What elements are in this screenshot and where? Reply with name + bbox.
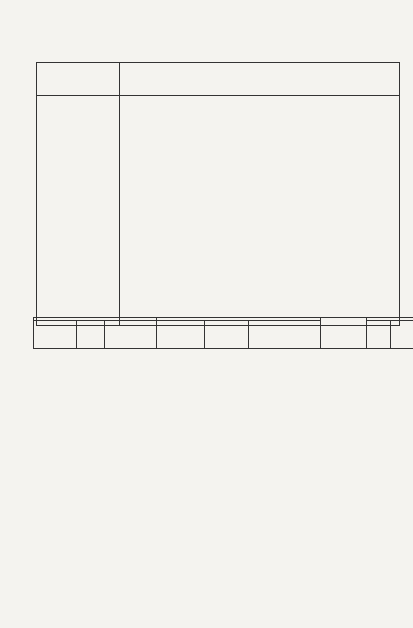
table5-header-points2 <box>249 321 321 349</box>
table4-cell-desc <box>120 202 400 213</box>
table4-cell-code <box>37 236 120 247</box>
table5-header-contact1 <box>34 321 77 349</box>
table4-cell-desc <box>120 236 400 247</box>
table4-row <box>37 303 400 314</box>
table4-cell-desc <box>120 303 400 314</box>
table4-row <box>37 292 400 303</box>
table4-cell-code <box>37 158 120 169</box>
table4-cell-code <box>37 124 120 135</box>
table5 <box>33 317 413 349</box>
table4-cell-desc <box>120 158 400 169</box>
table4-cell-desc <box>120 292 400 303</box>
table4-cell-desc <box>120 269 400 280</box>
table5-header-akd <box>391 321 413 349</box>
table4-cell-code <box>37 269 120 280</box>
table4-cell-code <box>37 281 120 292</box>
table5-header-points1 <box>105 321 157 349</box>
table4-cell-desc <box>120 247 400 258</box>
table4-row <box>37 258 400 269</box>
table4-cell-desc <box>120 214 400 225</box>
table4-row <box>37 214 400 225</box>
table4-cell-code <box>37 146 120 157</box>
table5-header-circuit2 <box>205 321 249 349</box>
table4-row <box>37 191 400 202</box>
table5-header-ood <box>367 321 391 349</box>
table4-cell-desc <box>120 124 400 135</box>
table4-cell-desc <box>120 180 400 191</box>
table4-row <box>37 202 400 213</box>
table4-row <box>37 269 400 280</box>
table4-row <box>37 247 400 258</box>
table4-row <box>37 135 400 146</box>
table4-cell-desc <box>120 135 400 146</box>
table5-header-category <box>321 318 367 349</box>
table5-header-circuit1 <box>77 321 105 349</box>
table4-cell-code <box>37 180 120 191</box>
table4-cell-code <box>37 303 120 314</box>
table4-row <box>37 146 400 157</box>
table4-cell-desc <box>120 146 400 157</box>
table4-cell-desc <box>120 191 400 202</box>
table4-header-desc <box>120 63 400 96</box>
table4-cell-code <box>37 292 120 303</box>
table4-row <box>37 124 400 135</box>
table4-cell-code <box>37 135 120 146</box>
table4-cell-desc <box>120 258 400 269</box>
table4-cell-code <box>37 202 120 213</box>
table4-cell-code <box>37 247 120 258</box>
table4-cell-desc <box>120 169 400 180</box>
table4-row <box>37 169 400 180</box>
table4-spacer-row <box>37 96 400 125</box>
table4-row <box>37 158 400 169</box>
table4-cell-code <box>37 169 120 180</box>
table4-row <box>37 281 400 292</box>
table4-body <box>37 96 400 326</box>
table4-cell-code <box>37 214 120 225</box>
table4-cell-desc <box>120 225 400 236</box>
table4-cell-code <box>37 258 120 269</box>
table4-cell-code <box>37 225 120 236</box>
table4-cell-desc <box>120 281 400 292</box>
table4-row <box>37 180 400 191</box>
table4-row <box>37 236 400 247</box>
table5-header-contact2 <box>157 321 205 349</box>
table4-header-code <box>37 63 120 96</box>
table4-row <box>37 225 400 236</box>
table4-cell-code <box>37 191 120 202</box>
table4 <box>36 62 400 326</box>
